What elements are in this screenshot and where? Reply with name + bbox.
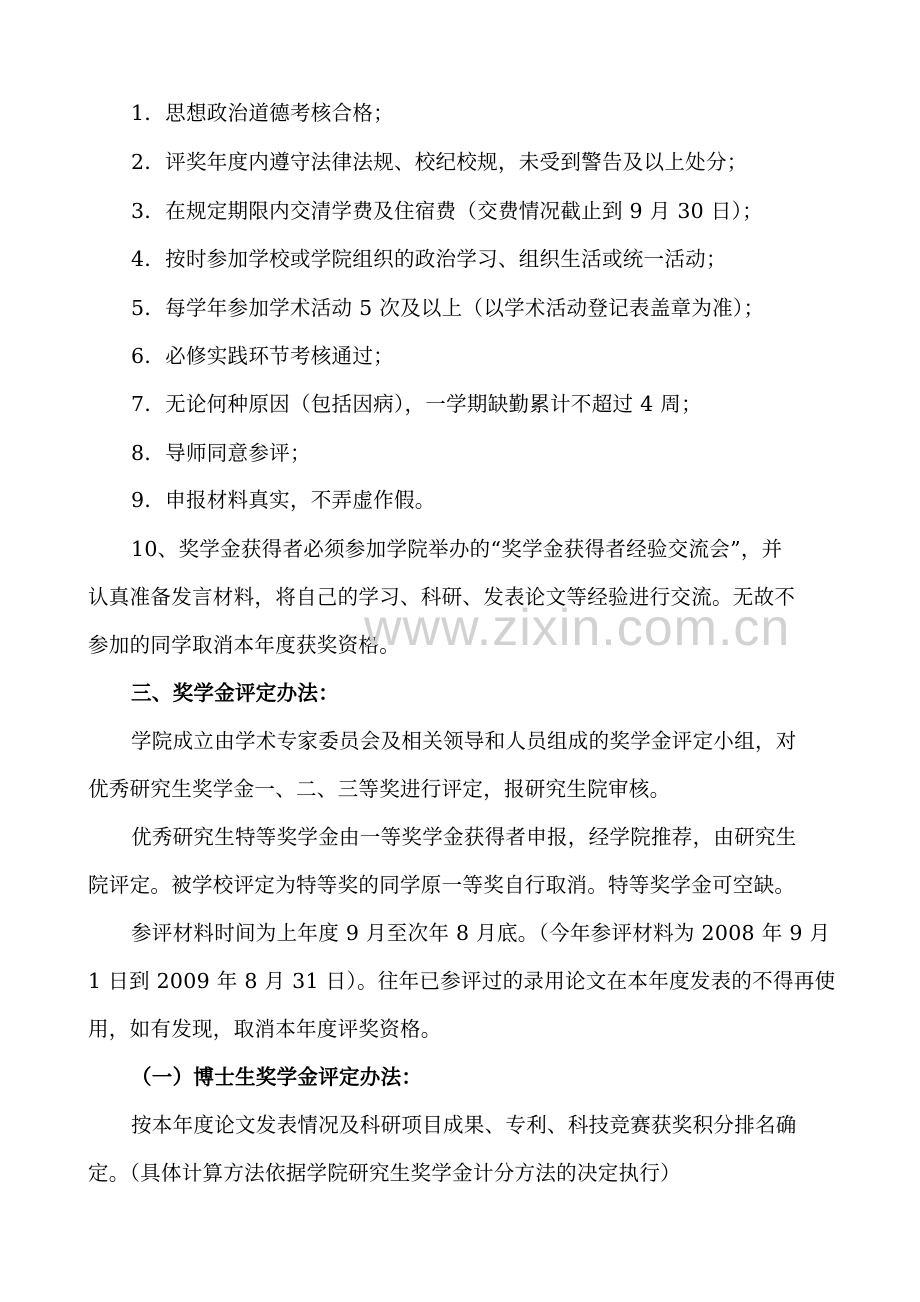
section-3-paragraph-3-line-3: 用，如有发现，取消本年度评奖资格。 xyxy=(88,1017,442,1041)
section-3-paragraph-1-line-1: 学院成立由学术专家委员会及相关领导和人员组成的奖学金评定小组，对 xyxy=(131,729,797,753)
section-3-paragraph-2-line-2: 院评定。被学校评定为特等奖的同学原一等奖自行取消。特等奖学金可空缺。 xyxy=(88,873,796,897)
subsection-1-paragraph-line-2: 定。（具体计算方法依据学院研究生奖学金计分方法的决定执行） xyxy=(88,1161,681,1185)
section-3-paragraph-2-line-1: 优秀研究生特等奖学金由一等奖学金获得者申报，经学院推荐，由研究生 xyxy=(131,825,797,849)
criterion-8: 8．导师同意参评； xyxy=(131,441,311,465)
section-3-paragraph-3-line-1: 参评材料时间为上年度 9 月至次年 8 月底。（今年参评材料为 2008 年 9 月 xyxy=(131,921,831,945)
section-3-paragraph-3-line-2: 1 日到 2009 年 8 月 31 日）。往年已参评过的录用论文在本年度发表的不得再使 xyxy=(88,969,836,993)
criterion-10-line-2: 认真准备发言材料，将自己的学习、科研、发表论文等经验进行交流。无故不 xyxy=(88,585,796,609)
criterion-1: 1．思想政治道德考核合格； xyxy=(131,101,394,125)
subsection-1-heading: （一）博士生奖学金评定办法： xyxy=(131,1065,423,1089)
criterion-3: 3．在规定期限内交清学费及住宿费（交费情况截止到 9 月 30 日）； xyxy=(131,199,763,223)
criterion-9: 9．申报材料真实，不弄虚作假。 xyxy=(131,488,436,512)
criterion-10-line-3: 参加的同学取消本年度获奖资格。 xyxy=(88,633,400,657)
section-3-paragraph-1-line-2: 优秀研究生奖学金一、二、三等奖进行评定，报研究生院审核。 xyxy=(88,777,671,801)
section-3-heading: 三、奖学金评定办法： xyxy=(131,681,339,705)
criterion-7: 7．无论何种原因（包括因病），一学期缺勤累计不超过 4 周； xyxy=(131,392,702,416)
criterion-5: 5．每学年参加学术活动 5 次及以上（以学术活动登记表盖章为准）； xyxy=(131,296,765,320)
watermark: www.zixin.com.cn xyxy=(364,599,791,657)
criterion-6: 6．必修实践环节考核通过； xyxy=(131,344,394,368)
criterion-10-line-1: 10、奖学金获得者必须参加学院举办的“奖学金获得者经验交流会”，并 xyxy=(131,537,783,561)
criterion-4: 4．按时参加学校或学院组织的政治学习、组织生活或统一活动； xyxy=(131,247,727,271)
criterion-2: 2．评奖年度内遵守法律法规、校纪校规，未受到警告及以上处分； xyxy=(131,150,748,174)
subsection-1-paragraph-line-1: 按本年度论文发表情况及科研项目成果、专利、科技竞赛获奖积分排名确 xyxy=(131,1113,797,1137)
